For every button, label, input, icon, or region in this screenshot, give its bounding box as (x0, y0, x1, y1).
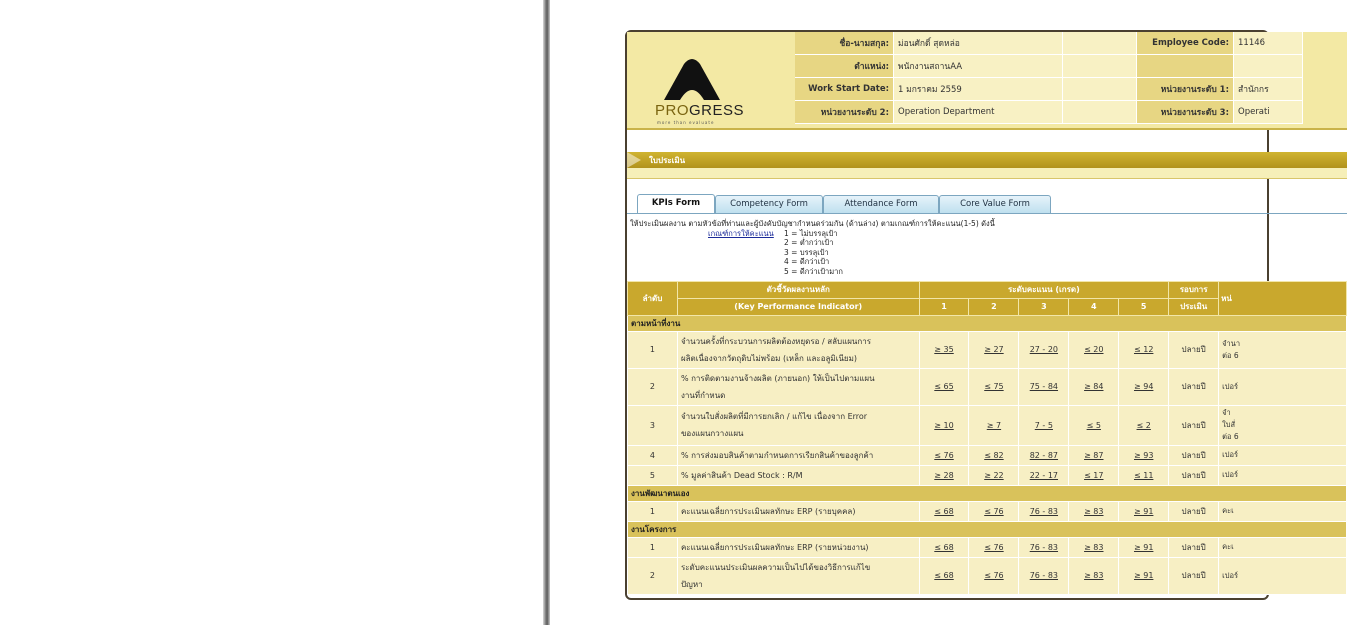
row-number: 1 (628, 331, 678, 368)
score-level-1 (919, 331, 969, 368)
unit-value (1219, 405, 1347, 445)
score-level-5 (1119, 405, 1169, 445)
score-level-5 (1119, 557, 1169, 594)
round-value: ปลายปี (1169, 465, 1219, 485)
unit-line: จำนา (1222, 338, 1241, 348)
indicator-line: จำนวนใบสั่งผลิตที่มีการยกเลิก / แก้ไข เนื่องจาก Error (680, 412, 868, 421)
score-link[interactable]: ≥ 94 (1133, 382, 1154, 391)
score-link[interactable]: 27 - 20 (1029, 345, 1059, 354)
employee-code-value: 11146 (1234, 32, 1303, 55)
indicator-line: คะแนนเฉลี่ยการประเมินผลทักษะ ERP (รายหน่วยงาน) (680, 542, 869, 552)
unit-line: เปอร์ (1222, 381, 1238, 391)
unit-line: ต่อ 6 (1222, 350, 1239, 360)
score-link[interactable]: ≥ 93 (1133, 450, 1154, 460)
round-value: ปลายปี (1169, 445, 1219, 465)
section-bar (627, 152, 1347, 168)
score-link[interactable]: 22 - 17 (1029, 470, 1059, 480)
table-row (628, 368, 1347, 405)
score-level-4 (1069, 331, 1119, 368)
score-link[interactable]: ≤ 75 (984, 382, 1004, 391)
unit-line: คะเ (1222, 506, 1234, 515)
name-label: ชื่อ-นามสกุล: (795, 32, 894, 55)
kpi-table-body (628, 315, 1347, 594)
score-level-2 (969, 557, 1019, 594)
score-level-1 (919, 368, 969, 405)
score-level-4 (1069, 537, 1119, 557)
row-number: 1 (628, 501, 678, 521)
indicator-text (677, 557, 919, 594)
score-level-1 (919, 405, 969, 445)
score-level-4 (1069, 465, 1119, 485)
unit-level2-label: หน่วยงานระดับ 2: (795, 101, 894, 124)
logo-wordmark: PROGRESS (655, 102, 745, 119)
mountain-logo-icon (662, 54, 722, 102)
unit-value (1219, 368, 1347, 405)
score-link[interactable]: ≥ 7 (986, 420, 1002, 430)
unit-line: เปอร์ (1222, 450, 1238, 459)
criteria-level-2: 2 = ต่ำกว่าเป้า (784, 238, 834, 247)
score-level-1 (919, 501, 969, 521)
unit-level1-label: หน่วยงานระดับ 1: (1137, 78, 1234, 101)
employee-info-table (795, 32, 1303, 124)
header-level-3: 3 (1019, 298, 1069, 315)
work-start-label: Work Start Date: (795, 78, 894, 101)
window-divider[interactable] (543, 0, 550, 625)
criteria-level-3: 3 = บรรลุเป้า (784, 247, 829, 257)
score-link[interactable]: 75 - 84 (1029, 382, 1059, 391)
unit-line: จำ (1222, 408, 1231, 417)
score-link[interactable]: 76 - 83 (1029, 542, 1059, 552)
unit-value (1219, 445, 1347, 465)
score-link[interactable]: ≤ 11 (1133, 470, 1154, 480)
score-level-2 (969, 445, 1019, 465)
score-level-2 (969, 368, 1019, 405)
category-name: งานพัฒนาตนเอง (628, 485, 1347, 501)
score-level-4 (1069, 557, 1119, 594)
score-link[interactable]: 76 - 83 (1029, 506, 1059, 516)
header-level-4: 4 (1069, 298, 1119, 315)
header-indicator-th: ตัวชี้วัดผลงานหลัก (677, 281, 919, 298)
header-level-5: 5 (1119, 298, 1169, 315)
score-level-3 (1019, 405, 1069, 445)
progress-logo (627, 32, 795, 128)
category-name: ตามหน้าที่งาน (628, 315, 1347, 331)
score-level-1 (919, 537, 969, 557)
indicator-text (677, 405, 919, 445)
unit-value (1219, 557, 1347, 594)
indicator-line: งานที่กำหนด (680, 390, 726, 400)
header-indicator-en: (Key Performance Indicator) (677, 298, 919, 315)
header-round-2: ประเมิน (1169, 298, 1219, 315)
indicator-line: ปัญหา (680, 579, 703, 589)
row-number: 5 (628, 465, 678, 485)
header-weight: หน่ (1219, 281, 1347, 315)
indicator-line: % การส่งมอบสินค้าตามกำหนดการเรียกสินค้าของลูกค้า (680, 450, 874, 460)
score-level-4 (1069, 445, 1119, 465)
table-row (628, 557, 1347, 594)
criteria-level-5: 5 = ดีกว่าเป้ามาก (784, 266, 843, 276)
score-level-2 (969, 405, 1019, 445)
table-row (628, 501, 1347, 521)
score-level-3 (1019, 465, 1069, 485)
table-row (628, 445, 1347, 465)
score-level-2 (969, 537, 1019, 557)
evaluation-window (625, 30, 1269, 600)
category-row (628, 485, 1347, 501)
score-link[interactable]: ≥ 27 (984, 345, 1004, 354)
unit-value (1219, 331, 1347, 368)
category-row (628, 315, 1347, 331)
tab-core-value-form[interactable]: Core Value Form (939, 195, 1051, 213)
score-link[interactable]: 82 - 87 (1029, 450, 1059, 460)
score-link[interactable]: ≤ 76 (984, 571, 1004, 580)
unit-line: ต่อ 6 (1222, 432, 1239, 441)
row-number: 2 (628, 557, 678, 594)
category-name: งานโครงการ (628, 521, 1347, 537)
indicator-line: จำนวนครั้งที่กระบวนการผลิตต้องหยุดรอ / สลับแผนการ (680, 336, 872, 346)
score-level-1 (919, 557, 969, 594)
score-link[interactable]: 7 - 5 (1034, 420, 1053, 430)
round-value: ปลายปี (1169, 405, 1219, 445)
score-link[interactable]: ≤ 68 (934, 571, 954, 580)
score-link[interactable]: ≤ 82 (984, 450, 1004, 460)
unit-level3-label: หน่วยงานระดับ 3: (1137, 101, 1234, 124)
indicator-text (677, 368, 919, 405)
table-row (628, 465, 1347, 485)
table-row (628, 405, 1347, 445)
unit-line: คะเ (1222, 542, 1234, 551)
row-number: 3 (628, 405, 678, 445)
round-value: ปลายปี (1169, 557, 1219, 594)
score-level-2 (969, 501, 1019, 521)
header-no: ลำดับ (628, 281, 678, 315)
instructions-text: ให้ประเมินผลงาน ตามหัวข้อที่ท่านและผู้บังคับบัญชากำหนดร่วมกัน (ด้านล่าง) ตามเกณฑ์การให้คะแนน(1-5) ดังนี้ (630, 219, 995, 228)
score-link[interactable]: ≤ 2 (1136, 420, 1151, 430)
category-row (628, 521, 1347, 537)
score-level-5 (1119, 465, 1169, 485)
section-arrow-icon (627, 152, 641, 168)
header-level-2: 2 (969, 298, 1019, 315)
score-level-3 (1019, 537, 1069, 557)
score-link[interactable]: ≤ 76 (984, 542, 1004, 552)
score-link[interactable]: ≥ 83 (1084, 571, 1104, 580)
unit-line: ใบสั่ (1222, 420, 1236, 429)
indicator-line: ผลิตเนื่องจากวัตถุดิบไม่พร้อม (เหล็ก และอลูมิเนียม) (680, 353, 857, 363)
score-level-3 (1019, 557, 1069, 594)
indicator-line: ระดับคะแนนประเมินผลความเป็นไปได้ของวิธีการแก้ไข (680, 562, 871, 572)
score-level-3 (1019, 368, 1069, 405)
employee-header (627, 32, 1347, 130)
score-link[interactable]: ≥ 28 (934, 470, 954, 480)
name-value: ม่อนศักดิ์ สุดหล่อ (894, 32, 1063, 55)
score-link[interactable]: 76 - 83 (1029, 571, 1059, 580)
unit-value (1219, 465, 1347, 485)
form-tabs (627, 191, 1347, 214)
score-link[interactable]: ≤ 68 (934, 506, 954, 516)
row-number: 1 (628, 537, 678, 557)
section-title: ใบประเมิน (649, 156, 686, 165)
round-value: ปลายปี (1169, 501, 1219, 521)
score-link[interactable]: ≥ 83 (1084, 542, 1104, 552)
score-level-5 (1119, 445, 1169, 465)
unit-level2-value: Operation Department (894, 101, 1063, 124)
score-link[interactable]: ≤ 5 (1086, 420, 1101, 430)
position-label: ตำแหน่ง: (795, 55, 894, 78)
round-value: ปลายปี (1169, 368, 1219, 405)
kpi-table (627, 281, 1347, 595)
tab-attendance-form[interactable]: Attendance Form (823, 195, 939, 213)
indicator-line: % มูลค่าสินค้า Dead Stock : R/M (680, 470, 803, 480)
criteria-link[interactable]: เกณฑ์การให้คะแนน (708, 228, 774, 238)
score-link[interactable]: ≥ 10 (934, 420, 954, 430)
score-level-5 (1119, 537, 1169, 557)
criteria-level-1: 1 = ไม่บรรลุเป้า (784, 228, 838, 238)
score-level-5 (1119, 368, 1169, 405)
criteria-block (630, 229, 1347, 277)
score-link[interactable]: ≤ 20 (1084, 345, 1104, 354)
score-level-1 (919, 445, 969, 465)
work-start-value: 1 มกราคม 2559 (894, 78, 1063, 101)
score-link[interactable]: ≥ 83 (1084, 506, 1104, 516)
score-link[interactable]: ≤ 76 (934, 450, 954, 460)
score-link[interactable]: ≤ 17 (1084, 470, 1104, 480)
score-level-2 (969, 331, 1019, 368)
indicator-line: ของแผนกวางแผน (680, 429, 744, 438)
unit-line: เปอร์ (1222, 470, 1238, 479)
score-level-5 (1119, 501, 1169, 521)
table-row (628, 331, 1347, 368)
round-value: ปลายปี (1169, 331, 1219, 368)
score-level-3 (1019, 331, 1069, 368)
score-level-4 (1069, 501, 1119, 521)
score-link[interactable]: ≥ 84 (1084, 382, 1104, 391)
header-level-1: 1 (919, 298, 969, 315)
score-link[interactable]: ≤ 12 (1133, 345, 1154, 354)
score-link[interactable]: ≥ 91 (1133, 571, 1154, 580)
row-number: 4 (628, 445, 678, 465)
indicator-text (677, 445, 919, 465)
criteria-level-4: 4 = ดีกว่าเป้า (784, 257, 830, 266)
unit-level3-value: Operati (1234, 101, 1303, 124)
table-row (628, 537, 1347, 557)
score-level-1 (919, 465, 969, 485)
indicator-text (677, 465, 919, 485)
unit-value (1219, 501, 1347, 521)
tab-competency-form[interactable]: Competency Form (715, 195, 823, 213)
score-link[interactable]: ≥ 91 (1133, 506, 1154, 516)
score-link[interactable]: ≥ 35 (934, 345, 954, 354)
indicator-text (677, 501, 919, 521)
indicator-line: คะแนนเฉลี่ยการประเมินผลทักษะ ERP (รายบุคคล) (680, 506, 856, 516)
employee-code-label: Employee Code: (1137, 32, 1234, 55)
score-link[interactable]: ≤ 76 (984, 506, 1004, 516)
logo-tagline: more than evaluate (657, 120, 715, 125)
score-level-4 (1069, 368, 1119, 405)
score-level-3 (1019, 501, 1069, 521)
unit-level1-value: สำนักกร (1234, 78, 1303, 101)
tab-kpis-form[interactable]: KPIs Form (637, 194, 715, 213)
score-link[interactable]: ≤ 65 (934, 382, 954, 391)
unit-line: เปอร์ (1222, 570, 1238, 580)
score-level-4 (1069, 405, 1119, 445)
score-link[interactable]: ≥ 87 (1084, 450, 1104, 460)
score-level-5 (1119, 331, 1169, 368)
instructions (627, 214, 1347, 277)
indicator-line: % การติดตามงานจ้างผลิต (ภายนอก) ให้เป็นไปตามแผน (680, 373, 875, 383)
indicator-text (677, 331, 919, 368)
indicator-text (677, 537, 919, 557)
unit-value (1219, 537, 1347, 557)
score-link[interactable]: ≥ 91 (1133, 542, 1154, 552)
header-score-level: ระดับคะแนน (เกรด) (919, 281, 1169, 298)
score-link[interactable]: ≤ 68 (934, 542, 954, 552)
position-value: พนักงานสถานAA (894, 55, 1063, 78)
row-number: 2 (628, 368, 678, 405)
score-level-2 (969, 465, 1019, 485)
score-level-3 (1019, 445, 1069, 465)
header-round-1: รอบการ (1169, 281, 1219, 298)
score-link[interactable]: ≥ 22 (984, 470, 1004, 480)
round-value: ปลายปี (1169, 537, 1219, 557)
